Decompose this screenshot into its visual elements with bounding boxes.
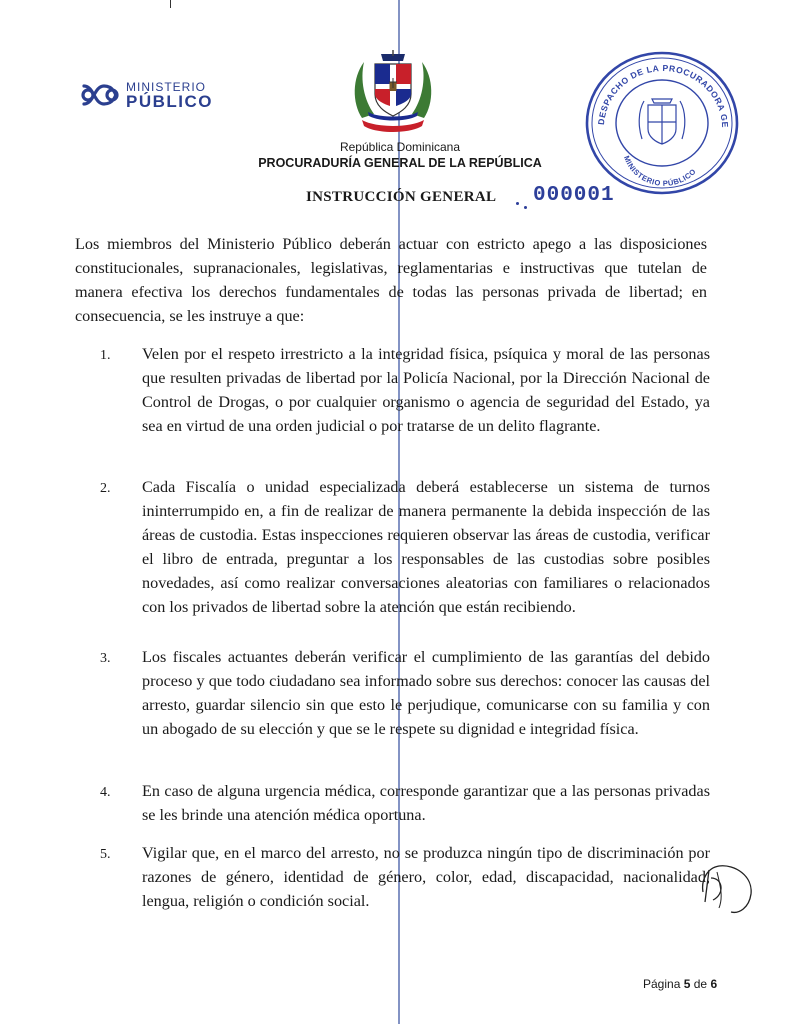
list-item: [100, 841, 710, 913]
document-number: 000001: [533, 184, 615, 207]
logo-line-publico: PÚBLICO: [126, 91, 213, 111]
page-total: 6: [710, 977, 718, 991]
list-item-number: 4.: [100, 785, 111, 800]
page-number: [643, 977, 717, 991]
coat-of-arms-icon: [348, 48, 438, 141]
stamp-dot: [516, 202, 519, 205]
seal-inner-text: MINISTERIO PÚBLICO: [621, 154, 698, 188]
list-item: [100, 645, 710, 741]
list-item: [100, 779, 710, 827]
page-separator: de: [693, 977, 708, 991]
intro-paragraph: Los miembros del Ministerio Público deberán actuar con estricto apego a las disposiciones constitucionales, supranacionales, legislativas, reglamentarias e instructivas que tutelan de manera efectiva los derechos fundamentales de todas las personas privada de libertad; en consecuencia, se les instruye a que:: [75, 235, 707, 325]
country-name: República Dominicana: [339, 140, 461, 154]
list-item-text: Velen por el respeto irrestricto a la integridad física, psíquica y moral de las personas que resulten privadas de libertad por la Policía Nacional, por la Dirección Nacional de Control de Drogas, o por cualquier organismo o agencia de seguridad del Estado, ya sea en virtud de una orden judicial o por tratarse de un delito flagrante.: [142, 345, 710, 435]
list-item: [100, 475, 710, 619]
page-label: Página: [643, 977, 681, 991]
logo-line-ministerio: MINISTERIO: [126, 79, 207, 94]
list-item-number: 2.: [100, 481, 111, 496]
list-item-number: 1.: [100, 348, 111, 363]
handwritten-signature: [695, 858, 755, 923]
ministerio-publico-logo: [80, 80, 213, 110]
list-item-text: Los fiscales actuantes deberán verificar el cumplimiento de las garantías del debido proceso y que todo ciudadano sea informado sobre sus derechos: conocer las causas del arresto, guardar silencio sin que esto le perjudique, comunicarse con su familia y con un abogado de su elección y que se le respete su dignidad e integridad física.: [142, 648, 710, 738]
logo-knot-icon: [80, 80, 120, 110]
stamp-dot: [524, 206, 527, 209]
official-seal-stamp: [582, 47, 742, 202]
agency-name: PROCURADURÍA GENERAL DE LA REPÚBLICA: [258, 156, 542, 170]
list-item: [100, 342, 710, 438]
list-item-text: Vigilar que, en el marco del arresto, no se produzca ningún tipo de discriminación por razones de género, identidad de género, color, edad, discapacidad, nacionalidad, lengua, religión o condición social.: [142, 844, 710, 910]
scan-mark: [170, 0, 171, 8]
list-item-text: Cada Fiscalía o unidad especializada deberá establecerse un sistema de turnos ininterrumpido en, a fin de realizar de manera permanente la debida inspección de las áreas de custodia. Estas inspecciones requieren observar las áreas de custodia, verificar el libro de entrada, preguntar a los responsables de las custodias sobre posibles novedades, así como realizar conversaciones aleatorias con familiares o relacionados con los privados de libertad sobre la atención que están recibiendo.: [142, 478, 710, 616]
list-item-number: 5.: [100, 847, 111, 862]
document-title: INSTRUCCIÓN GENERAL: [306, 189, 497, 205]
seal-outer-text: DESPACHO DE LA PROCURADORA GE: [595, 62, 731, 129]
list-item-number: 3.: [100, 651, 111, 666]
page-current: 5: [683, 977, 691, 991]
list-item-text: En caso de alguna urgencia médica, corresponde garantizar que a las personas privadas se les brinde una atención médica oportuna.: [142, 782, 710, 824]
